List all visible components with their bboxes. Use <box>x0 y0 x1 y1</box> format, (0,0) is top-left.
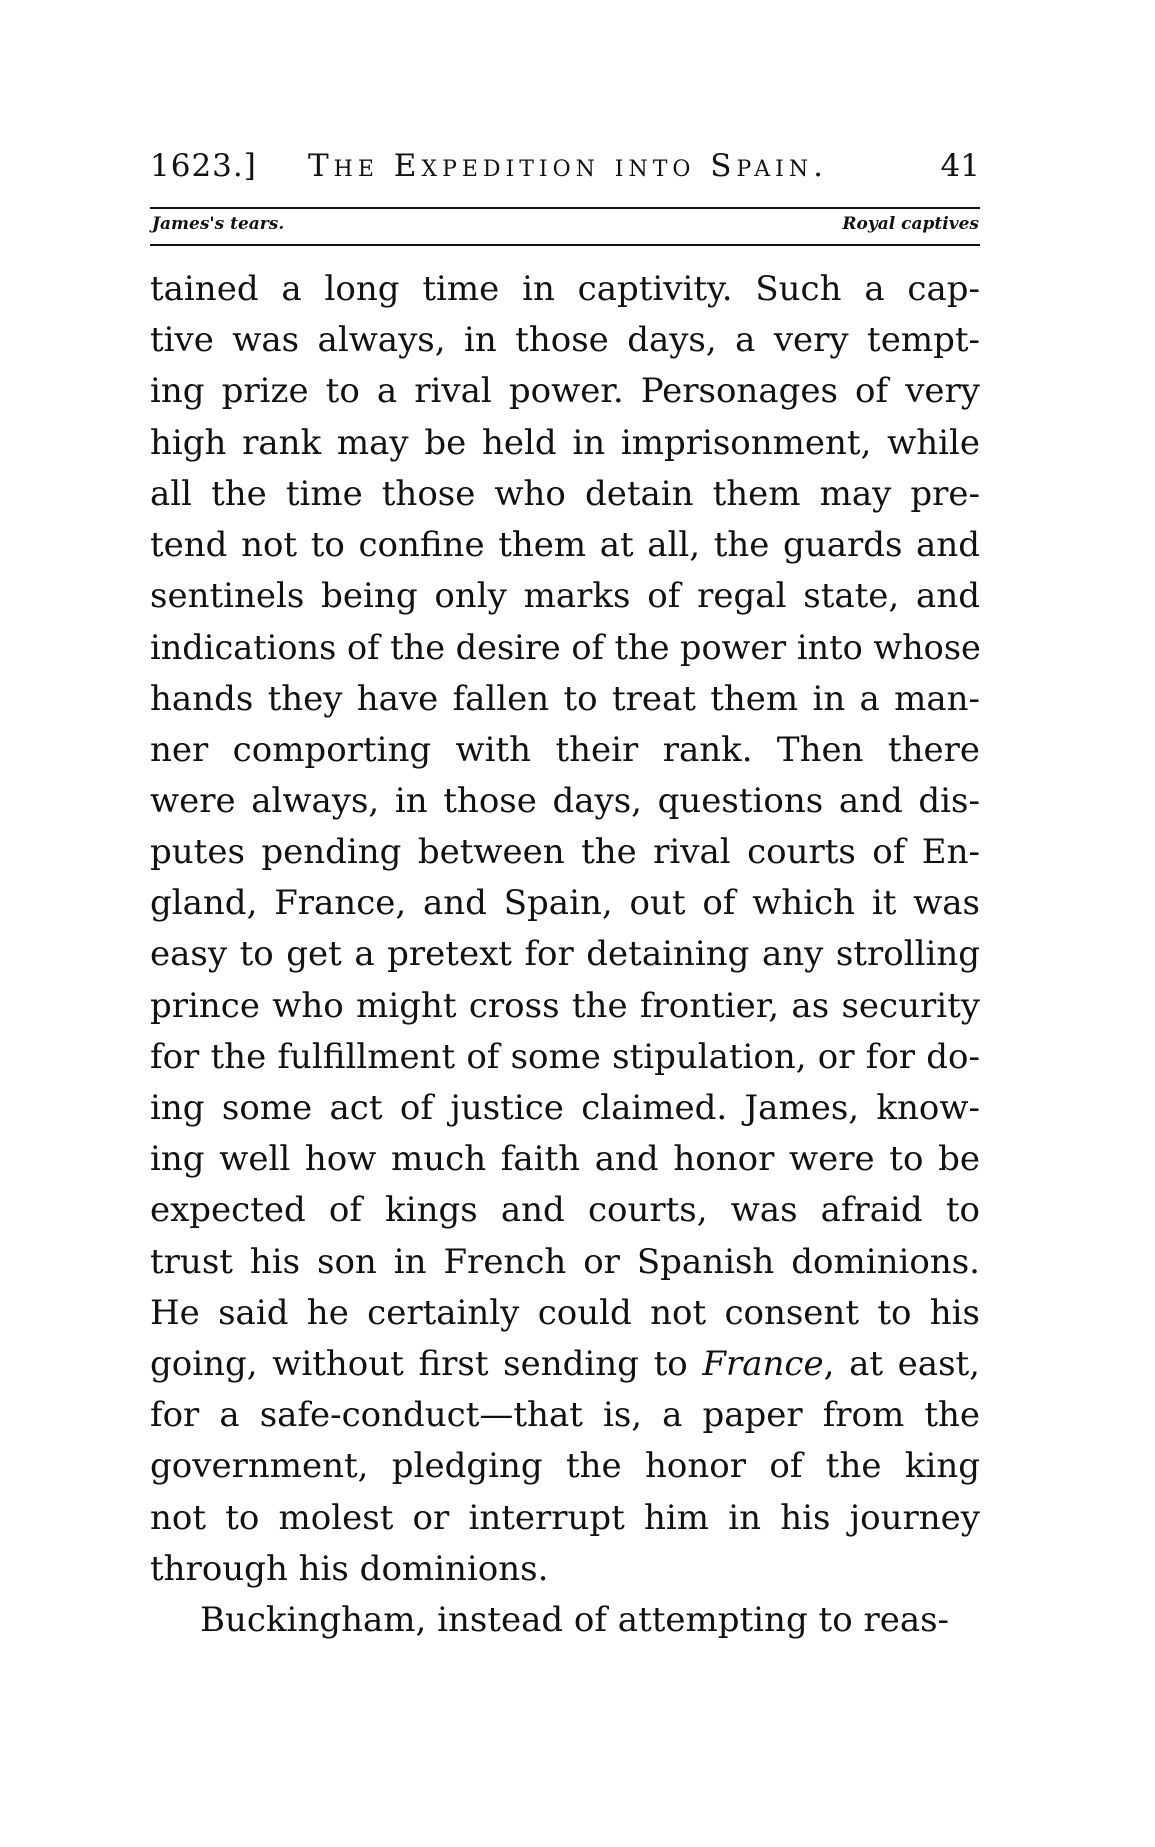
text-line: He said he certainly could not consent to his <box>150 1292 980 1333</box>
text-line: ing prize to a rival power. Personages of very <box>150 371 980 412</box>
italic-word: France <box>702 1343 824 1384</box>
text-line: ing well how much faith and honor were to be <box>150 1139 980 1180</box>
header-rule-bottom <box>150 244 980 246</box>
text-line: tained a long time in captivity. Such a cap- <box>150 269 980 309</box>
text-line: expected of kings and courts, was afraid to <box>150 1190 980 1231</box>
text-line: putes pending between the rival courts of En- <box>150 832 980 873</box>
body-text <box>150 264 980 1646</box>
text-line: for a safe-conduct—that is, a paper from the <box>150 1395 980 1436</box>
text-line: prince who might cross the frontier, as security <box>150 985 980 1026</box>
page-number: 41 <box>940 148 980 184</box>
text-line-paragraph-end: through his dominions. <box>150 1548 549 1589</box>
running-head-title: The Expedition into Spain. <box>308 148 828 184</box>
text-line: tend not to confine them at all, the guards and <box>150 524 980 565</box>
text-line: sentinels being only marks of regal state, and <box>150 576 980 617</box>
running-head-year: 1623.] <box>150 148 257 184</box>
text-line: high rank may be held in imprisonment, while <box>150 422 980 463</box>
text-line: easy to get a pretext for detaining any strolling <box>150 934 980 975</box>
text-line: all the time those who detain them may pre- <box>150 473 980 514</box>
sidenote-left: James's tears. <box>152 214 285 234</box>
sidenote-right: Royal captives <box>842 214 979 234</box>
text-line: hands they have fallen to treat them in a man- <box>150 678 980 719</box>
text-line: trust his son in French or Spanish dominions. <box>150 1241 980 1282</box>
text-line: indications of the desire of the power into whose <box>150 628 981 668</box>
text-line: for the fulfillment of some stipulation, or for do- <box>150 1036 980 1077</box>
running-head <box>150 148 980 192</box>
text-line-paragraph-start: Buckingham, instead of attempting to reas- <box>200 1599 950 1640</box>
text-line: not to molest or interrupt him in his journey <box>150 1497 980 1538</box>
text-line: ing some act of justice claimed. James, know- <box>150 1088 980 1128</box>
text-line: ner comporting with their rank. Then there <box>150 729 980 770</box>
text-line: government, pledging the honor of the king <box>150 1446 980 1487</box>
text-line: were always, in those days, questions and dis- <box>150 780 980 821</box>
text-line: gland, France, and Spain, out of which it was <box>150 883 980 924</box>
header-rule-top <box>150 207 980 209</box>
text-line: tive was always, in those days, a very tempt- <box>150 320 980 361</box>
text-line: going, without first sending to France, at east, <box>150 1343 980 1384</box>
